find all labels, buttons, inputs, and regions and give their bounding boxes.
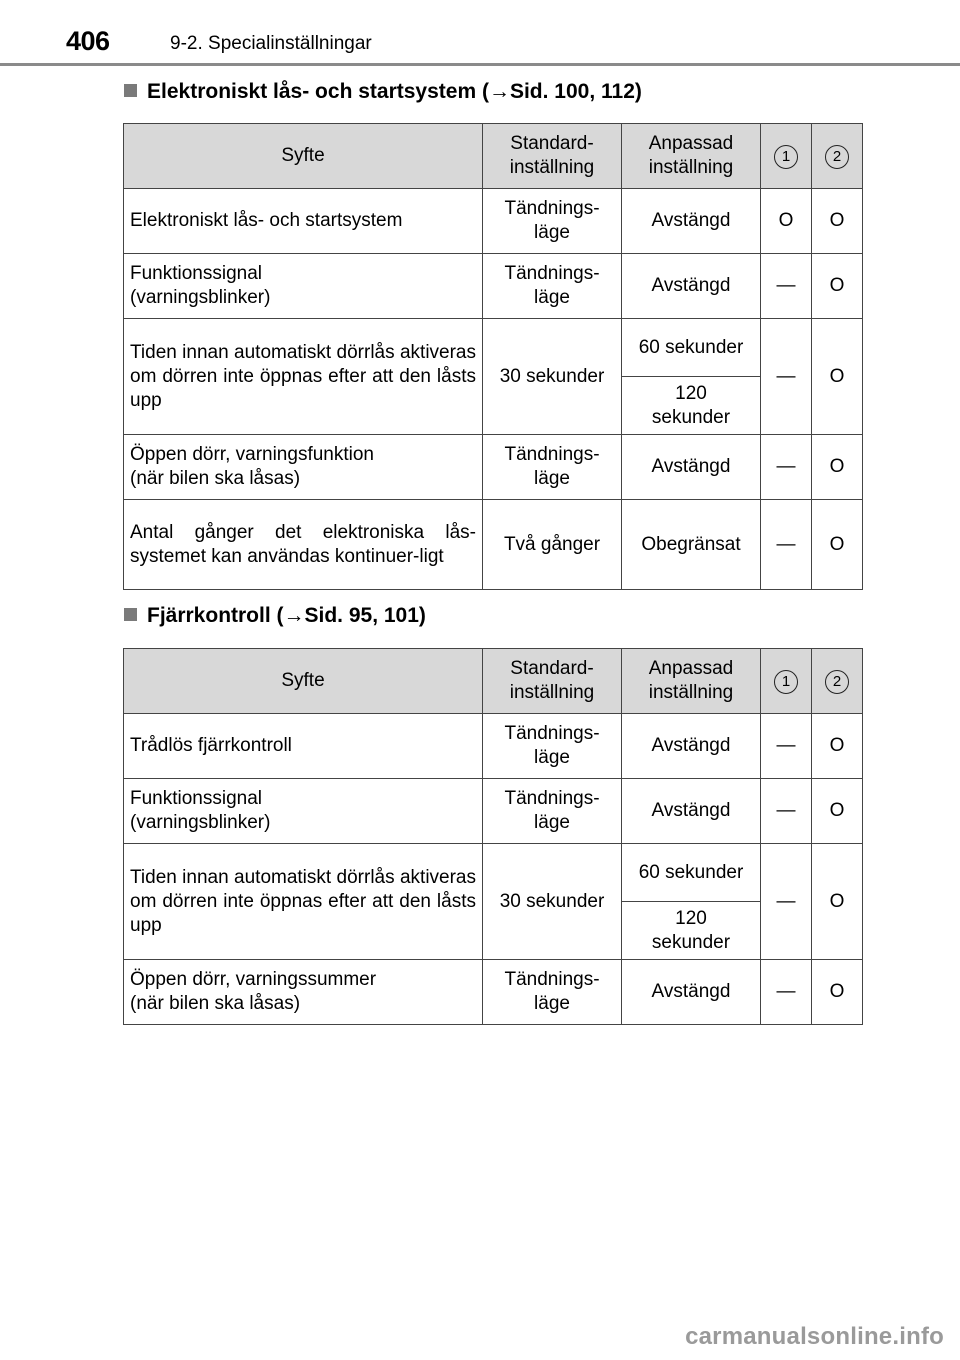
column-header-1 [761, 649, 812, 714]
table-row: Elektroniskt lås- och startsystem Tändnings- läge Avstängd O O [124, 189, 863, 254]
settings-table-remote-control [123, 648, 863, 1025]
square-bullet-icon [124, 608, 137, 621]
column-header-custom: Anpassad inställning [622, 649, 761, 714]
page-header [0, 0, 960, 66]
table-row: Öppen dörr, varningsfunktion (när bilen ska låsas) Tändnings- läge Avstängd — O [124, 435, 863, 500]
section-heading-remote-control: Fjärrkontroll (→Sid. 95, 101) [124, 604, 426, 628]
watermark: carmanualsonline.info [685, 1323, 944, 1350]
column-header-default: Standard- inställning [483, 124, 622, 189]
table-row: Öppen dörr, varningssummer (när bilen ska låsas) Tändnings- läge Avstängd — O [124, 960, 863, 1025]
circled-number-2-icon: 2 [825, 145, 849, 169]
page-number: 406 [66, 26, 110, 56]
table-row: Trådlös fjärrkontroll Tändnings- läge Avstängd — O [124, 714, 863, 779]
column-header-2 [812, 649, 863, 714]
column-header-2 [812, 124, 863, 189]
table-row: Tiden innan automatiskt dörrlås aktiveras om dörren inte öppnas efter att den låsts upp 30 sekunder 60 sekunder — O [124, 844, 863, 902]
column-header-custom: Anpassad inställning [622, 124, 761, 189]
chapter-title: 9-2. Specialinställningar [170, 33, 372, 54]
circled-number-2-icon: 2 [825, 670, 849, 694]
table-row-sub: 120 sekunder [124, 902, 863, 960]
square-bullet-icon [124, 84, 137, 97]
table-header-row [124, 124, 863, 189]
header-divider [0, 63, 960, 66]
table-row: Funktionssignal (varningsblinker) Tändnings- läge Avstängd — O [124, 254, 863, 319]
column-header-default: Standard- inställning [483, 649, 622, 714]
table-row: Tiden innan automatiskt dörrlås aktiveras om dörren inte öppnas efter att den låsts upp 30 sekunder 60 sekunder — O [124, 319, 863, 377]
column-header-purpose: Syfte [124, 124, 483, 189]
column-header-1 [761, 124, 812, 189]
circled-number-1-icon: 1 [774, 145, 798, 169]
table-row: Funktionssignal (varningsblinker) Tändnings- läge Avstängd — O [124, 779, 863, 844]
table-row: Antal gånger det elektroniska lås-systemet kan användas kontinuer-ligt Två gånger Obegränsat — O [124, 500, 863, 590]
section-heading-electronic-lock: Elektroniskt lås- och startsystem (→Sid. 100, 112) [124, 80, 642, 104]
table-header-row [124, 649, 863, 714]
settings-table-electronic-lock [123, 123, 863, 590]
table-row-sub: 120 sekunder [124, 377, 863, 435]
column-header-purpose: Syfte [124, 649, 483, 714]
circled-number-1-icon: 1 [774, 670, 798, 694]
